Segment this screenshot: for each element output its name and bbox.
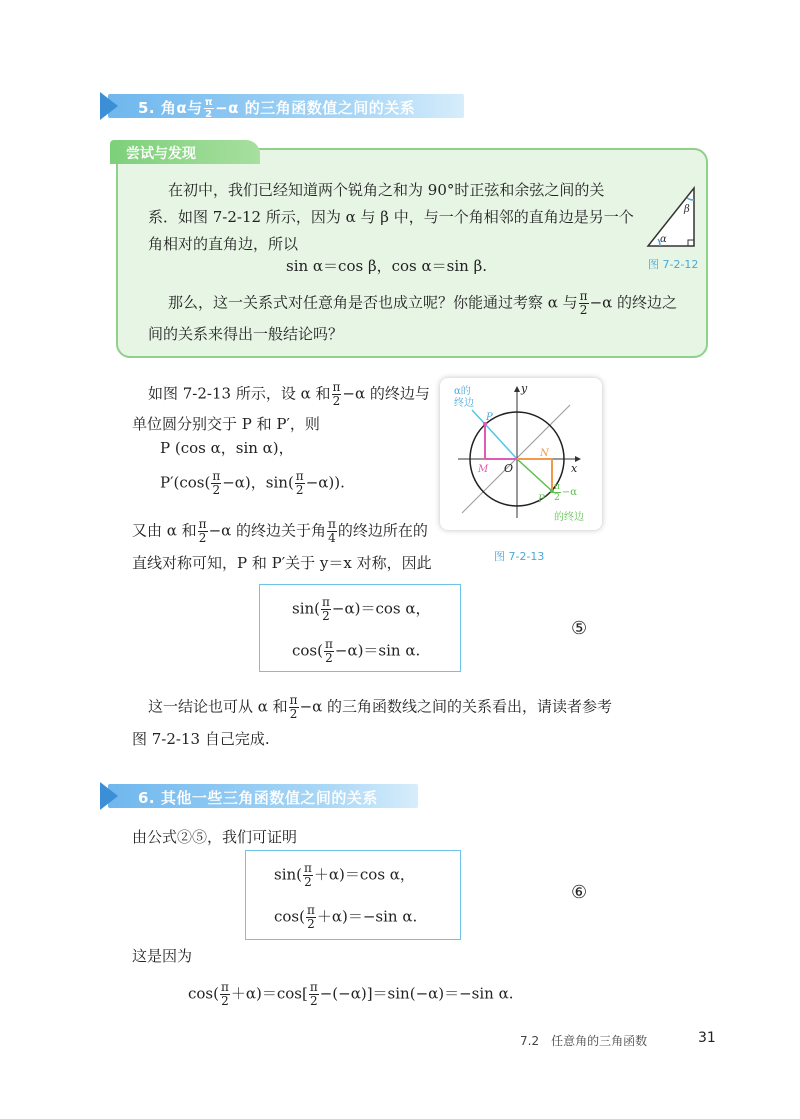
- explore-p1-line3: 角相对的直角边，所以: [148, 235, 299, 253]
- page-number: 31: [698, 1030, 716, 1046]
- body1-line6: 直线对称可知，P 和 P′关于 y＝x 对称，因此: [132, 554, 432, 572]
- box6-line1: sin( $\frac{\pi}{2}$ ＋α)＝cos α，: [274, 861, 415, 889]
- fig12-alpha-label: α: [660, 234, 667, 245]
- explore-p1-line2: 系．如图 7-2-12 所示，因为 α 与 β 中，与一个角相邻的直角边是另一个: [148, 208, 634, 226]
- fig13-y-label: y: [521, 382, 528, 395]
- section-arrow-icon: [100, 782, 128, 810]
- formula-mark-5: ⑤: [571, 618, 588, 639]
- section-5-title: 5. 角α与 $\frac{\pi}{2}$ −α 的三角函数值之间的关系: [138, 97, 416, 120]
- box6-line2: cos( $\frac{\pi}{2}$ ＋α)＝−sin α.: [274, 903, 418, 931]
- body2-line2: 图 7-2-13 自己完成.: [132, 730, 270, 748]
- fig-7-2-12-caption: 图 7-2-12: [648, 258, 699, 271]
- body1-line2: 单位圆分别交于 P 和 P′，则: [132, 415, 320, 433]
- fig13-origin-label: O: [504, 462, 514, 475]
- right-triangle-figure: [640, 180, 700, 250]
- body1-line5: 又由 α 和 $\frac{\pi}{2}$ −α 的终边关于角 $\frac{\pi}{4}$ 的终边所在的: [132, 517, 428, 545]
- fig13-Pprime-label: P′: [538, 494, 547, 505]
- fig13-P-label: P: [486, 412, 493, 423]
- body4-line1: 这是因为: [132, 947, 193, 965]
- box5-line1: sin( $\frac{\pi}{2}$ −α)＝cos α，: [292, 595, 431, 623]
- fig13-alpha-label2: 终边: [454, 398, 474, 409]
- unit-circle-figure: [440, 378, 602, 530]
- section-6-title: 6. 其他一些三角函数值之间的关系: [138, 789, 378, 807]
- fig13-x-label: x: [571, 462, 578, 475]
- body1-line4: P′(cos( $\frac{\pi}{2}$ −α)，sin( $\frac{\pi}{2}$ −α)).: [160, 469, 345, 497]
- explore-tab: 尝试与发现: [110, 140, 260, 164]
- body1-line3: P (cos α，sin α)，: [160, 439, 294, 457]
- explore-formula: sin α＝cos β，cos α＝sin β.: [286, 257, 488, 275]
- fig13-alpha-label: α的: [454, 386, 471, 397]
- explore-p2-line2: 间的关系来得出一般结论吗？: [148, 325, 344, 343]
- box5-line2: cos( $\frac{\pi}{2}$ −α)＝sin α.: [292, 637, 421, 665]
- body1-line1: 如图 7-2-13 所示，设 α 和 $\frac{\pi}{2}$ −α 的终边与: [148, 380, 430, 408]
- body3-line1: 由公式②⑤，我们可证明: [132, 828, 298, 846]
- explore-p1-line1: 在初中，我们已经知道两个锐角之和为 90°时正弦和余弦之间的关: [168, 181, 605, 199]
- chapter-footer: 7.2 任意角的三角函数: [520, 1034, 648, 1048]
- section-6-header: [100, 782, 420, 810]
- fig12-beta-label: β: [684, 204, 690, 215]
- fig-7-2-13-caption: 图 7-2-13: [494, 550, 545, 563]
- formula-mark-6: ⑥: [571, 882, 588, 903]
- fig13-N-label: N: [540, 448, 549, 459]
- body2-line1: 这一结论也可从 α 和 $\frac{\pi}{2}$ −α 的三角函数线之间的关系看出，请读者参考: [148, 693, 613, 721]
- fig13-end-label2: 的终边: [554, 512, 584, 523]
- section-5-header: [100, 92, 466, 120]
- fig13-end-label: $\frac{\pi}{2}$ −α: [554, 482, 578, 503]
- section-arrow-icon: [100, 92, 128, 120]
- fig13-M-label: M: [478, 464, 489, 475]
- body4-equation: cos( $\frac{\pi}{2}$ ＋α)＝cos[ $\frac{\pi}{2}$ −(−α)]＝sin(−α)＝−sin α.: [188, 980, 514, 1008]
- explore-p2-line1: 那么，这一关系式对任意角是否也成立呢？你能通过考察 α 与 $\frac{\pi}{2}$ −α 的终边之: [168, 289, 678, 317]
